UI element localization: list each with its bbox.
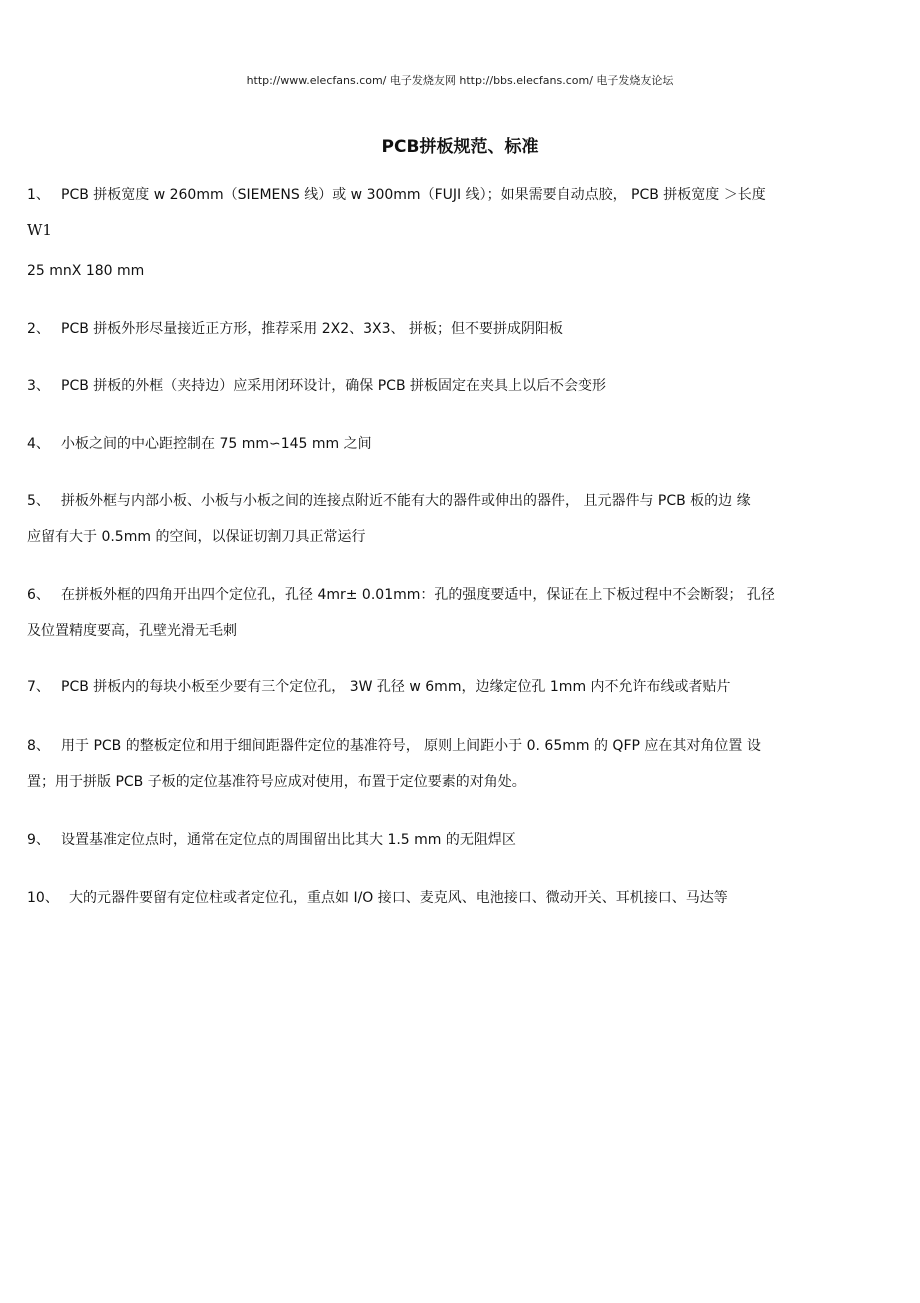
list-item-8 — [27, 737, 907, 755]
document-title: PCB拼板规范、标准 — [381, 137, 539, 157]
list-item-6-continuation: 及位置精度要高，孔壁光滑无毛刺 — [27, 623, 237, 639]
list-item-5 — [27, 492, 907, 510]
list-item-10 — [27, 889, 907, 907]
item-number: 1、 — [27, 187, 50, 203]
list-item-9 — [27, 831, 907, 849]
item-text: PCB 拼板内的每块小板至少要有三个定位孔， 3W 孔径 w 6mm，边缘定位孔 1mm 内不允许布线或者贴片 — [61, 679, 731, 695]
item-number: 4、 — [27, 436, 50, 452]
list-item-1-continuation-2: 25 mnX 180 mm — [27, 263, 145, 279]
item-text: 在拼板外框的四角开出四个定位孔，孔径 4mr± 0.01mm：孔的强度要适中，保证在上下板过程中不会断裂； 孔径 — [61, 587, 775, 603]
item-number: 8、 — [27, 738, 50, 754]
item-text: PCB 拼板的外框（夹持边）应采用闭环设计，确保 PCB 拼板固定在夹具上以后不会变形 — [61, 378, 606, 394]
item-number: 5、 — [27, 493, 50, 509]
item-text: 大的元器件要留有定位柱或者定位孔，重点如 I/O 接口、麦克风、电池接口、微动开关、耳机接口、马达等 — [69, 890, 728, 906]
item-number: 6、 — [27, 587, 50, 603]
page-header-url: http://www.elecfans.com/ 电子发烧友网 http://bbs.elecfans.com/ 电子发烧友论坛 — [246, 74, 674, 87]
list-item-5-continuation: 应留有大于 0.5mm 的空间，以保证切割刀具正常运行 — [27, 529, 366, 545]
item-text: 用于 PCB 的整板定位和用于细间距器件定位的基准符号， 原则上间距小于 0. 65mm 的 QFP 应在其对角位置 设 — [61, 738, 761, 754]
list-item-3 — [27, 377, 907, 395]
list-item-6 — [27, 586, 907, 604]
item-text: PCB 拼板宽度 w 260mm（SIEMENS 线）或 w 300mm（FUJI 线）；如果需要自动点胶， PCB 拼板宽度 ＞长度 — [61, 187, 766, 203]
list-item-7 — [27, 678, 907, 696]
list-item-1-continuation: W1 — [27, 221, 52, 239]
item-text: PCB 拼板外形尽量接近正方形，推荐采用 2X2、3X3、 拼板；但不要拼成阴阳板 — [61, 321, 563, 337]
item-number: 9、 — [27, 832, 50, 848]
list-item-4 — [27, 435, 907, 453]
item-text: 拼板外框与内部小板、小板与小板之间的连接点附近不能有大的器件或伸出的器件， 且元器件与 PCB 板的边 缘 — [61, 493, 751, 509]
item-text: 小板之间的中心距控制在 75 mm∽145 mm 之间 — [61, 436, 372, 452]
item-number: 2、 — [27, 321, 50, 337]
list-item-8-continuation: 置；用于拼版 PCB 子板的定位基准符号应成对使用，布置于定位要素的对角处。 — [27, 774, 526, 790]
list-item-2 — [27, 320, 907, 338]
item-number: 7、 — [27, 679, 50, 695]
item-number: 3、 — [27, 378, 50, 394]
item-number: 10、 — [27, 890, 59, 906]
item-text: 设置基准定位点时，通常在定位点的周围留出比其大 1.5 mm 的无阻焊区 — [61, 832, 516, 848]
list-item-1 — [27, 186, 907, 204]
